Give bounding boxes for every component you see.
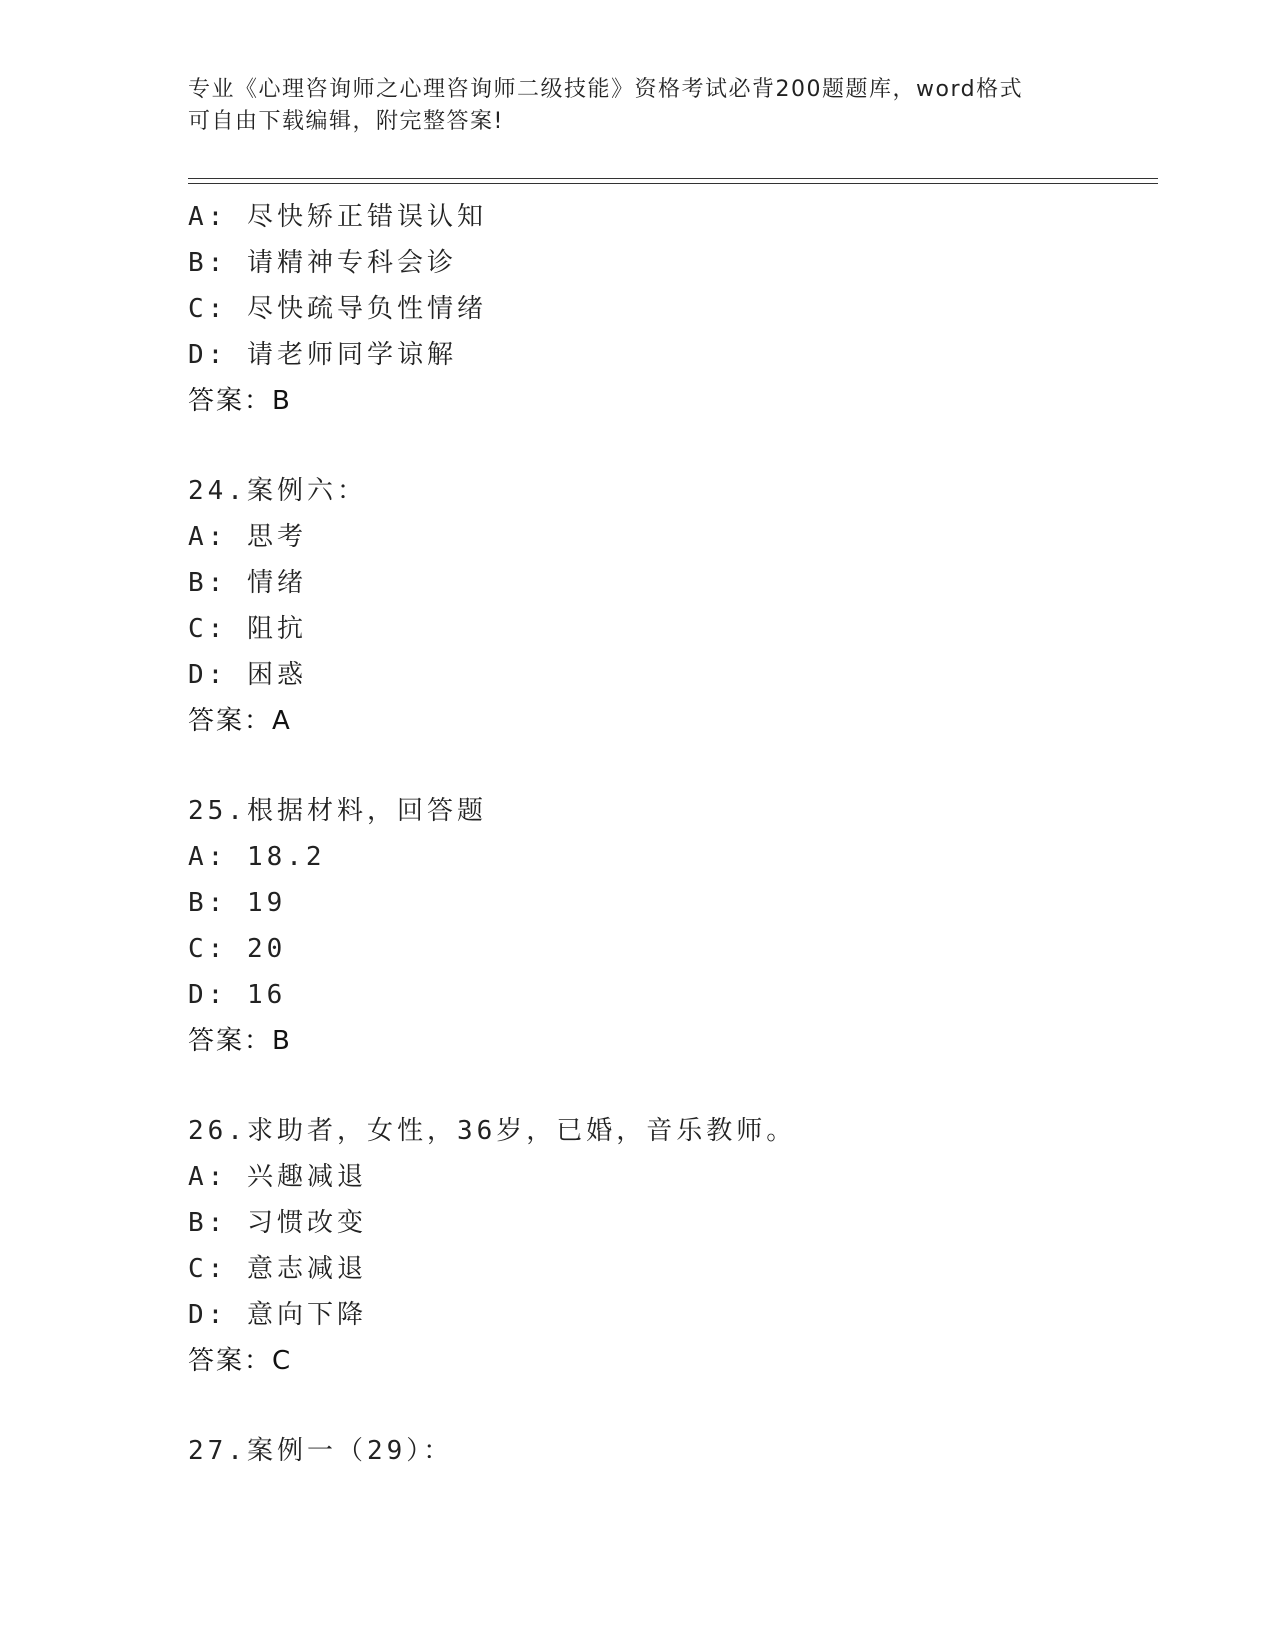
spacer [188,424,1148,468]
option-a: A: 思考 [188,522,307,552]
option-c: C: 20 [188,934,287,964]
answer-line: 答案：B [188,1026,292,1056]
option-b: B: 19 [188,888,287,918]
question-block-24 [188,468,1148,744]
header-line-1: 专业《心理咨询师之心理咨询师二级技能》资格考试必背200题题库，word格式 [188,77,1024,102]
question-list [188,194,1148,1474]
option-b: B: 习惯改变 [188,1208,367,1238]
document-header [188,74,1088,138]
option-d: D: 困惑 [188,660,307,690]
question-block-26 [188,1108,1148,1384]
option-b: B: 情绪 [188,568,307,598]
spacer [188,744,1148,788]
option-d: D: 意向下降 [188,1300,367,1330]
option-a: A: 18.2 [188,842,326,872]
answer-line: 答案：C [188,1346,293,1376]
header-divider-bottom [188,183,1158,184]
question-title: 26.求助者，女性，36岁，已婚，音乐教师。 [188,1116,797,1146]
option-d: D: 请老师同学谅解 [188,340,457,370]
answer-line: 答案：A [188,706,292,736]
question-title: 27.案例一（29）： [188,1436,454,1466]
option-b: B: 请精神专科会诊 [188,248,457,278]
question-block-23 [188,194,1148,424]
question-block-27 [188,1428,1148,1474]
header-line-2: 可自由下载编辑，附完整答案! [188,109,504,134]
question-title: 25.根据材料，回答题 [188,796,487,826]
spacer [188,1064,1148,1108]
question-title: 24.案例六： [188,476,367,506]
option-a: A: 兴趣减退 [188,1162,367,1192]
option-a: A: 尽快矫正错误认知 [188,202,487,232]
option-d: D: 16 [188,980,287,1010]
question-block-25 [188,788,1148,1064]
spacer [188,1384,1148,1428]
answer-line: 答案：B [188,386,292,416]
option-c: C: 尽快疏导负性情绪 [188,294,487,324]
option-c: C: 阻抗 [188,614,307,644]
header-divider-top [188,178,1158,179]
option-c: C: 意志减退 [188,1254,367,1284]
